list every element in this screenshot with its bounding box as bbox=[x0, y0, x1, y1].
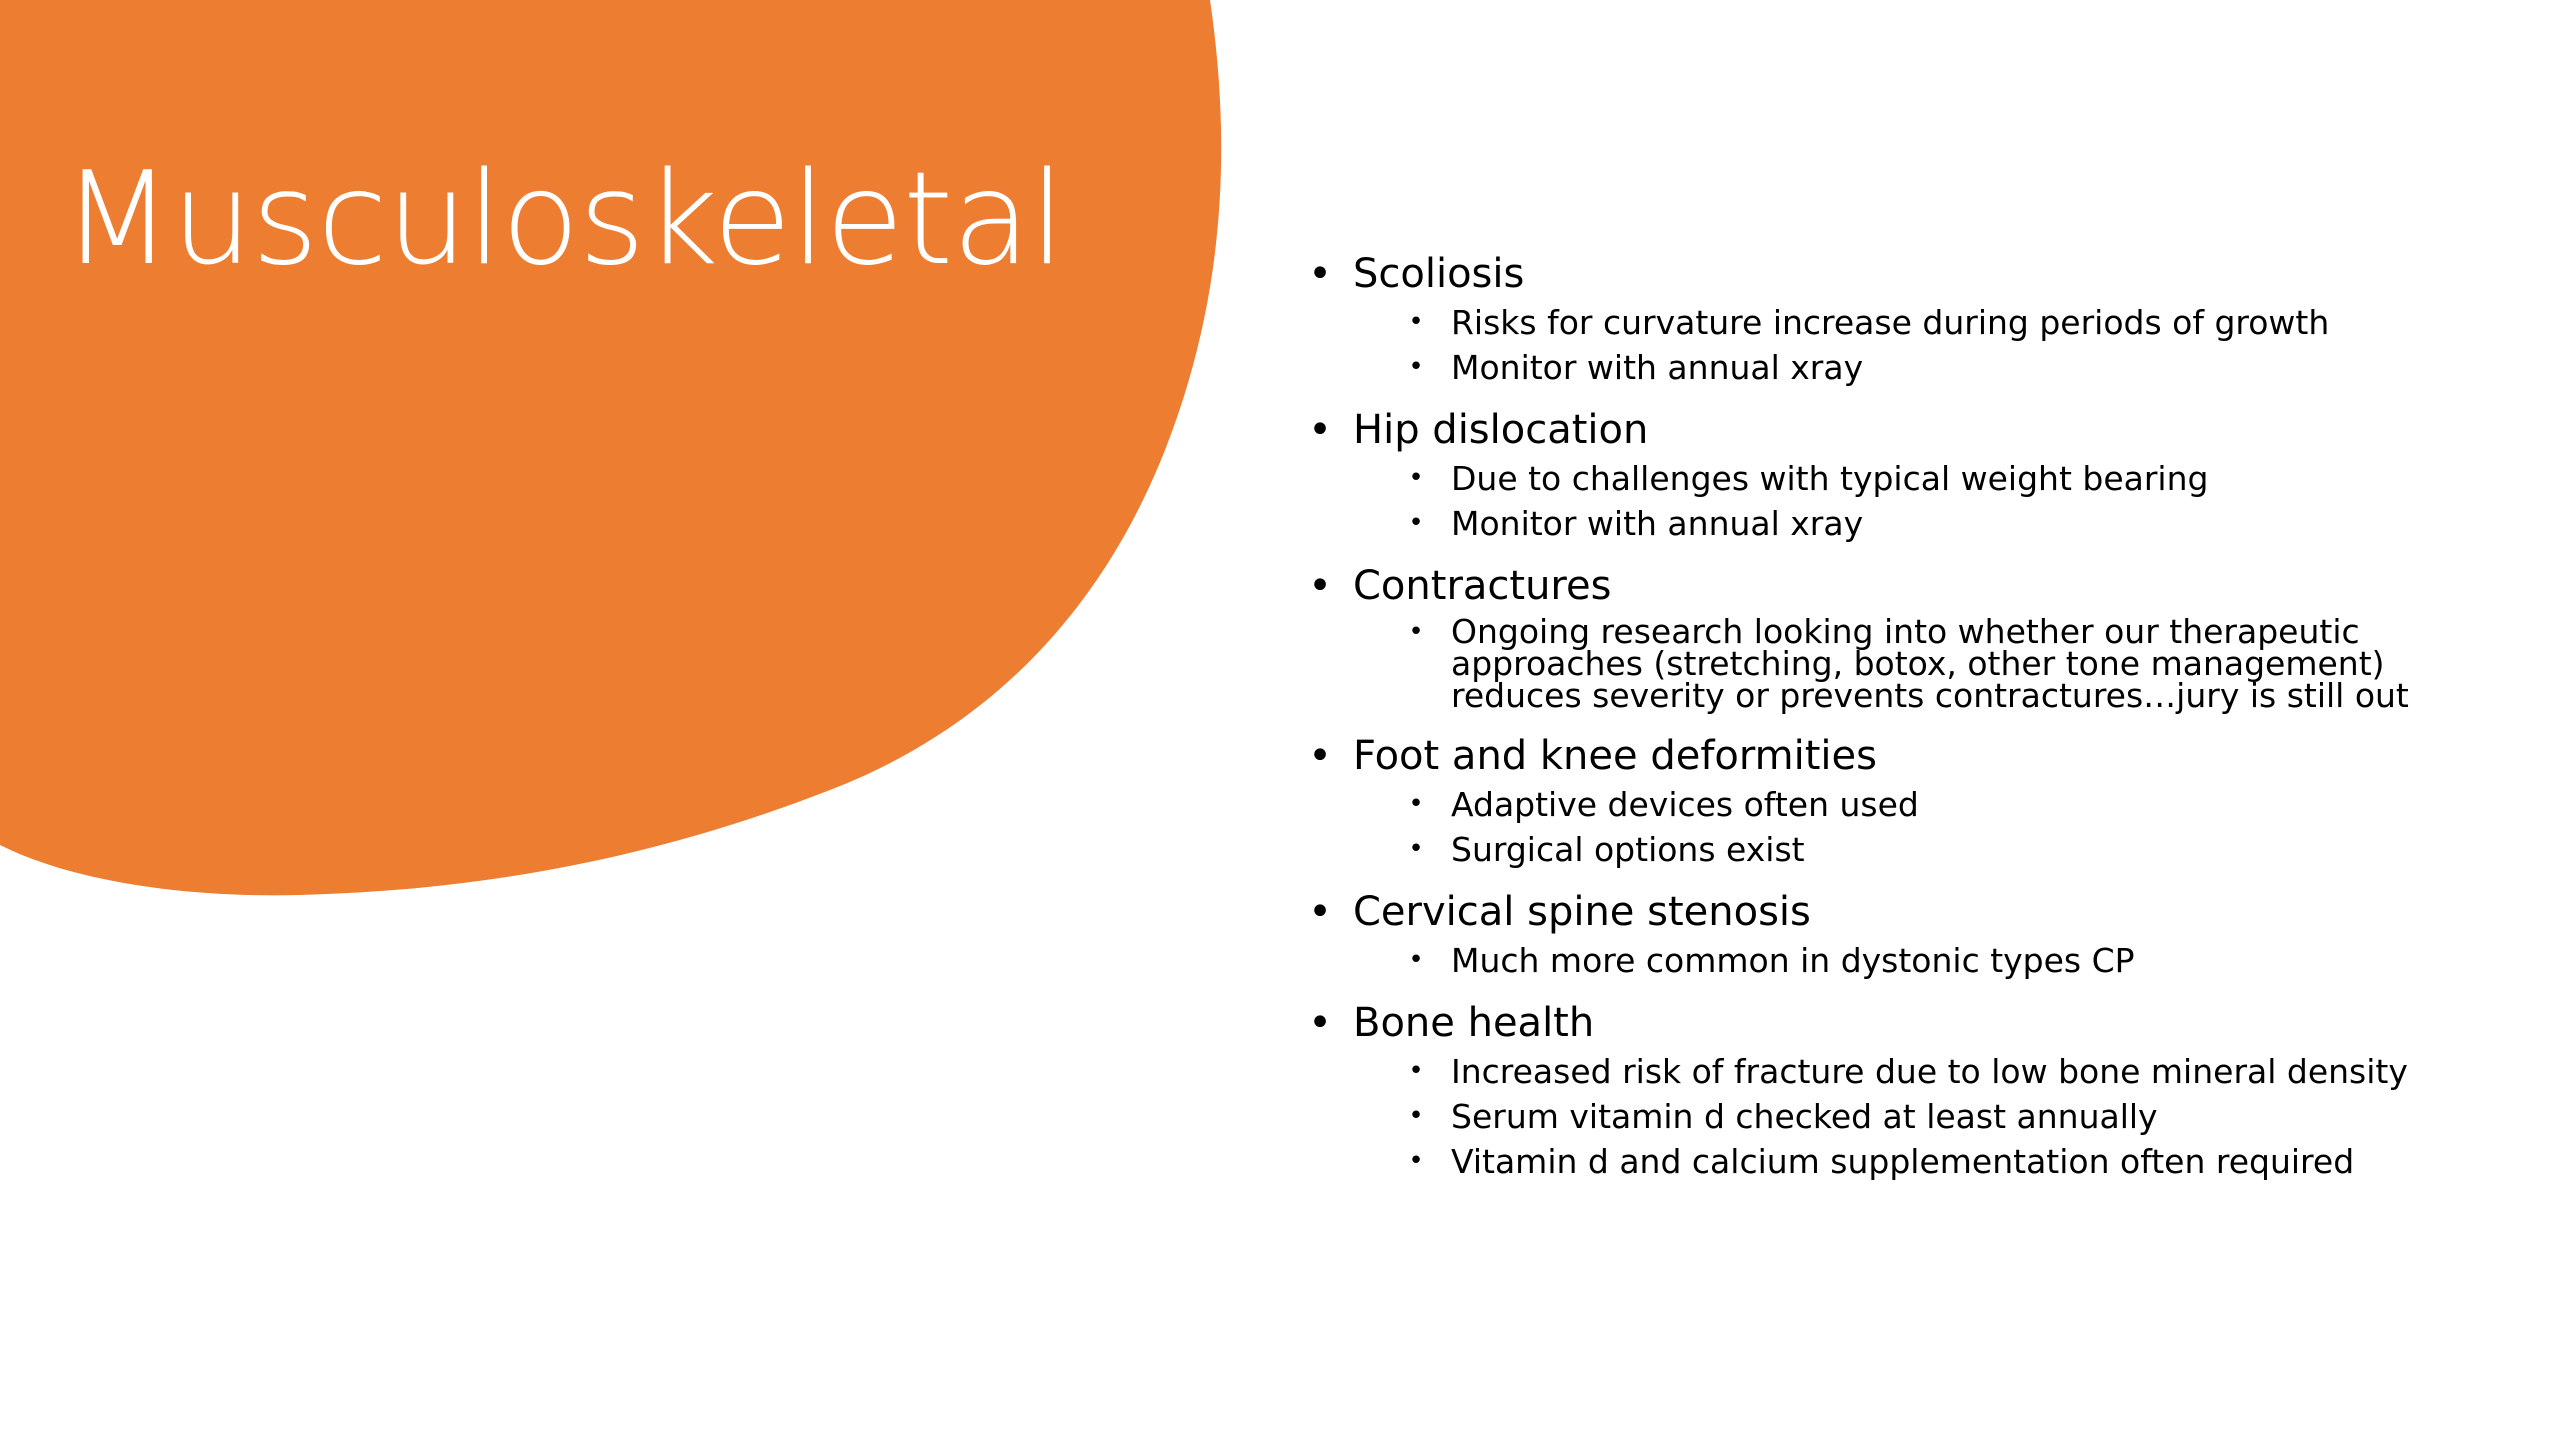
topic-item bbox=[1305, 886, 2445, 983]
topic-row bbox=[1308, 248, 2445, 300]
sub-bullet-list bbox=[1353, 300, 2445, 390]
sub-bullet-text: Serum vitamin d checked at least annually bbox=[1451, 1097, 2158, 1136]
sub-bullet-item bbox=[1408, 612, 2445, 716]
topic-item bbox=[1305, 997, 2445, 1184]
sub-bullet-item bbox=[1408, 938, 2445, 983]
bullet-dot: • bbox=[1308, 407, 1332, 453]
topic-label: Cervical spine stenosis bbox=[1353, 889, 1811, 935]
sub-bullet-text: Ongoing research looking into whether our therapeutic approaches (stretching, botox, other tone management) reduces severity or prevents contractures…jury is still out bbox=[1451, 612, 2409, 715]
sub-bullet-item bbox=[1408, 501, 2445, 546]
bullet-dot: • bbox=[1408, 617, 1424, 647]
sub-bullet-list bbox=[1353, 938, 2445, 983]
bullet-dot: • bbox=[1408, 508, 1424, 538]
slide-title: Musculoskeletal bbox=[62, 145, 1065, 294]
topic-item bbox=[1305, 404, 2445, 546]
topic-row bbox=[1308, 886, 2445, 938]
bullet-dot: • bbox=[1308, 1000, 1332, 1046]
sub-bullet-item bbox=[1408, 1139, 2445, 1184]
topic-row bbox=[1308, 560, 2445, 612]
sub-bullet-text: Risks for curvature increase during periods of growth bbox=[1451, 303, 2330, 342]
topic-label: Contractures bbox=[1353, 563, 1612, 609]
sub-bullet-item bbox=[1408, 1094, 2445, 1139]
topic-row bbox=[1308, 404, 2445, 456]
sub-bullet-text: Much more common in dystonic types CP bbox=[1451, 941, 2135, 980]
bullet-dot: • bbox=[1408, 834, 1424, 864]
sub-bullet-item bbox=[1408, 827, 2445, 872]
sub-bullet-text: Vitamin d and calcium supplementation often required bbox=[1451, 1142, 2355, 1181]
bullet-list bbox=[1305, 248, 2445, 1198]
topic-item bbox=[1305, 248, 2445, 390]
sub-bullet-item bbox=[1408, 345, 2445, 390]
topic-row bbox=[1308, 730, 2445, 782]
bullet-dot: • bbox=[1308, 889, 1332, 935]
topic-item bbox=[1305, 560, 2445, 716]
bullet-dot: • bbox=[1408, 307, 1424, 337]
sub-bullet-text: Adaptive devices often used bbox=[1451, 785, 1919, 824]
sub-bullet-item bbox=[1408, 456, 2445, 501]
sub-bullet-text: Monitor with annual xray bbox=[1451, 504, 1864, 543]
sub-bullet-text: Surgical options exist bbox=[1451, 830, 1805, 869]
orange-circle-fill bbox=[0, 0, 1221, 895]
sub-bullet-list bbox=[1353, 782, 2445, 872]
topic-label: Scoliosis bbox=[1353, 251, 1525, 297]
sub-bullet-item bbox=[1408, 782, 2445, 827]
topic-label: Bone health bbox=[1353, 1000, 1595, 1046]
sub-bullet-list bbox=[1353, 1049, 2445, 1184]
topic-label: Hip dislocation bbox=[1353, 407, 1649, 453]
topic-row bbox=[1308, 997, 2445, 1049]
bullet-dot: • bbox=[1408, 789, 1424, 819]
sub-bullet-text: Monitor with annual xray bbox=[1451, 348, 1864, 387]
sub-bullet-item bbox=[1408, 300, 2445, 345]
sub-bullet-list bbox=[1353, 612, 2445, 716]
bullet-dot: • bbox=[1308, 733, 1332, 779]
sub-bullet-list bbox=[1353, 456, 2445, 546]
bullet-dot: • bbox=[1408, 352, 1424, 382]
topic-item bbox=[1305, 730, 2445, 872]
topic-label: Foot and knee deformities bbox=[1353, 733, 1877, 779]
sub-bullet-text: Due to challenges with typical weight bearing bbox=[1451, 459, 2209, 498]
sub-bullet-text: Increased risk of fracture due to low bone mineral density bbox=[1451, 1052, 2408, 1091]
bullet-dot: • bbox=[1308, 563, 1332, 609]
bullet-dot: • bbox=[1408, 1146, 1424, 1176]
bullet-dot: • bbox=[1408, 1056, 1424, 1086]
sub-bullet-item bbox=[1408, 1049, 2445, 1094]
bullet-dot: • bbox=[1408, 945, 1424, 975]
bullet-dot: • bbox=[1408, 463, 1424, 493]
bullet-dot: • bbox=[1408, 1101, 1424, 1131]
bullet-dot: • bbox=[1308, 251, 1332, 297]
